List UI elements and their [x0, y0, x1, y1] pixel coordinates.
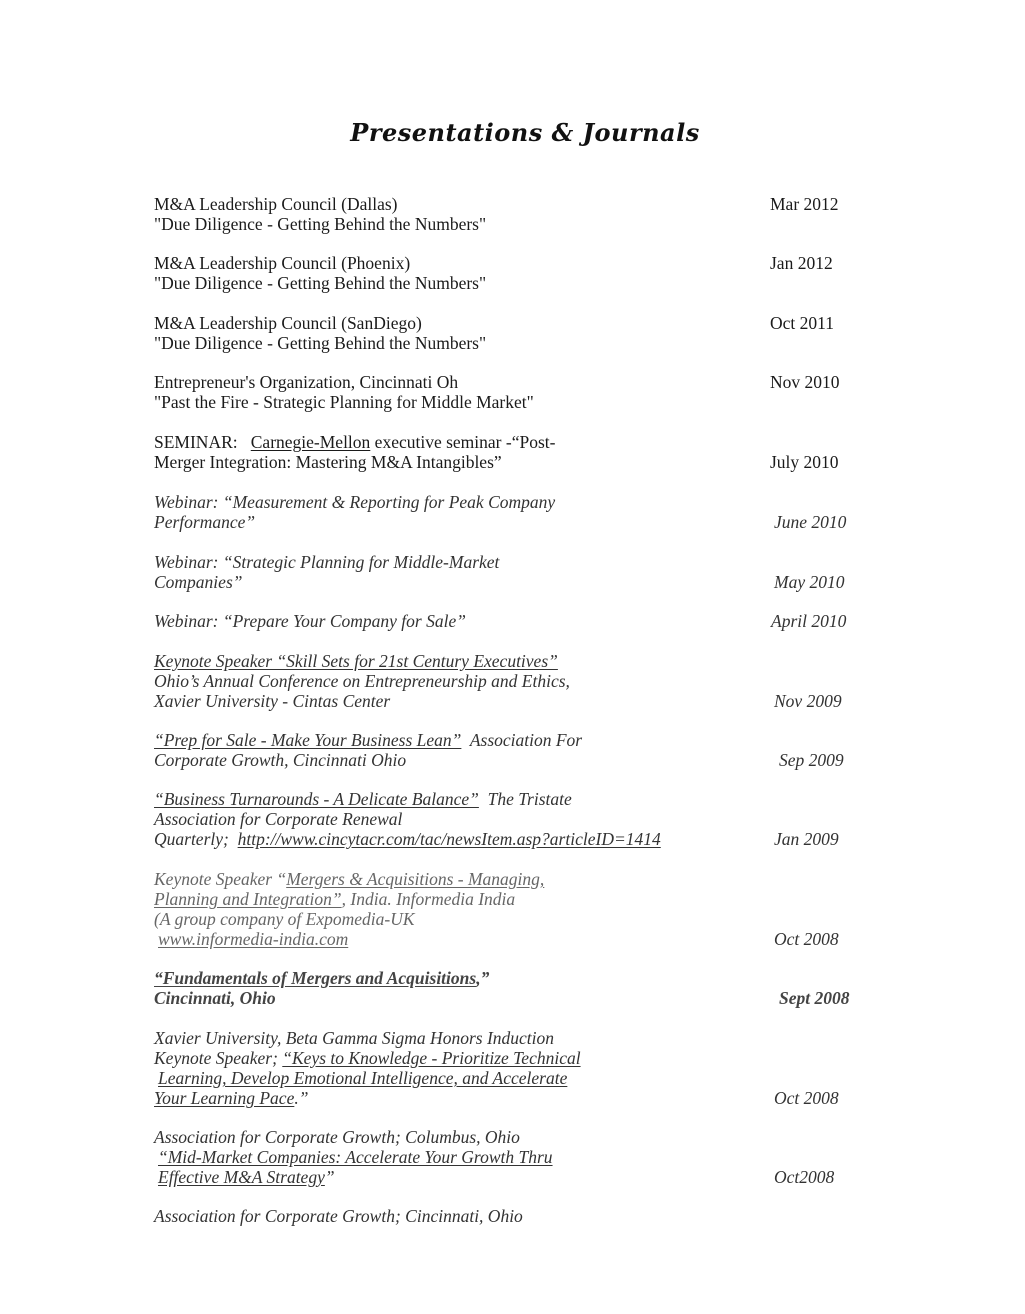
event-name: M&A Leadership Council (Dallas) — [154, 194, 398, 214]
talk-link[interactable]: “Mid-Market Companies: Accelerate Your Growth Thru — [158, 1147, 553, 1167]
entry-date: Sept 2008 — [779, 988, 850, 1008]
talk-link-cont[interactable]: Effective M&A Strategy — [158, 1167, 325, 1187]
seminar-label: SEMINAR: — [154, 432, 238, 452]
location: , India. Informedia India — [341, 889, 516, 909]
keynote-line — [154, 869, 544, 889]
keynote-link[interactable]: Mergers & Acquisitions - Managing, — [286, 869, 545, 889]
talk-title: "Due Diligence - Getting Behind the Numbers" — [154, 273, 487, 293]
venue: Xavier University - Cintas Center — [154, 691, 391, 711]
talk-line-3 — [158, 1167, 335, 1187]
talk-title: "Due Diligence - Getting Behind the Numbers" — [154, 214, 487, 234]
location: Cincinnati, Ohio — [154, 988, 276, 1008]
page-title: Presentations & Journals — [350, 118, 700, 147]
entry-date: Jan 2012 — [770, 253, 833, 273]
entry-date: Mar 2012 — [770, 194, 839, 214]
publisher: The Tristate — [487, 789, 572, 809]
entry-date: Oct 2008 — [774, 1088, 839, 1108]
webinar-title: Webinar: “Strategic Planning for Middle-Market — [154, 552, 500, 572]
publisher-cont: Association for Corporate Renewal — [154, 809, 403, 829]
quarterly-label: Quarterly; — [154, 829, 229, 849]
keynote-punct: .” — [294, 1088, 309, 1108]
event-name: M&A Leadership Council (SanDiego) — [154, 313, 422, 333]
organizer-note: (A group company of Expomedia-UK — [154, 909, 415, 929]
talk-title: "Due Diligence - Getting Behind the Numbers" — [154, 333, 487, 353]
keynote-link-cont[interactable]: Planning and Integration” — [154, 889, 342, 909]
talk-line — [154, 968, 489, 988]
webinar-title-cont: Companies” — [154, 572, 243, 592]
talk-punct: ,” — [476, 968, 490, 988]
event-name: M&A Leadership Council (Phoenix) — [154, 253, 411, 273]
event-name: Association for Corporate Growth; Columbus, Ohio — [154, 1127, 520, 1147]
article-link[interactable]: “Business Turnarounds - A Delicate Balance” — [154, 789, 479, 809]
keynote-line-2 — [154, 889, 515, 909]
keynote-link-end[interactable]: Your Learning Pace — [154, 1088, 295, 1108]
informedia-link[interactable]: www.informedia-india.com — [158, 929, 349, 949]
keynote-line-4 — [154, 1088, 308, 1108]
webinar-title: Webinar: “Measurement & Reporting for Peak Company — [154, 492, 556, 512]
entry-date: Nov 2010 — [770, 372, 840, 392]
entry-date: Oct 2008 — [774, 929, 839, 949]
seminar-text: executive seminar -“Post- — [374, 432, 556, 452]
keynote-link-cont[interactable]: Learning, Develop Emotional Intelligence, and Accelerate — [158, 1068, 568, 1088]
entry-date: Oct 2011 — [770, 313, 834, 333]
entry-date: April 2010 — [771, 611, 847, 631]
talk-line — [154, 730, 582, 750]
keynote-prefix: Keynote Speaker “ — [154, 869, 287, 889]
webinar-title: Webinar: “Prepare Your Company for Sale” — [154, 611, 466, 631]
entry-date: Oct2008 — [774, 1167, 835, 1187]
keynote-prefix: Keynote Speaker; — [154, 1048, 278, 1068]
entry-date: Nov 2009 — [774, 691, 842, 711]
url-line — [154, 829, 661, 849]
talk-link[interactable]: “Prep for Sale - Make Your Business Lean” — [154, 730, 462, 750]
talk-punct: ” — [324, 1167, 335, 1187]
talk-title: Merger Integration: Mastering M&A Intangibles” — [154, 452, 502, 472]
article-url-link[interactable]: http://www.cincytacr.com/tac/newsItem.asp?articleID=1414 — [237, 829, 661, 849]
entry-date: May 2010 — [774, 572, 845, 592]
entry-date: Sep 2009 — [779, 750, 844, 770]
talk-link[interactable]: “Fundamentals of Mergers and Acquisitions — [154, 968, 477, 988]
article-line — [154, 789, 572, 809]
webinar-title-cont: Performance” — [154, 512, 256, 532]
organization: Association For — [469, 730, 583, 750]
conference-name: Ohio’s Annual Conference on Entrepreneurship and Ethics, — [154, 671, 570, 691]
carnegie-mellon-link[interactable]: Carnegie-Mellon — [250, 432, 371, 452]
event-name: Entrepreneur's Organization, Cincinnati Oh — [154, 372, 459, 392]
talk-title: "Past the Fire - Strategic Planning for Middle Market" — [154, 392, 534, 412]
keynote-link[interactable]: “Keys to Knowledge - Prioritize Technical — [282, 1048, 581, 1068]
keynote-link[interactable]: Keynote Speaker “Skill Sets for 21st Century Executives” — [154, 651, 558, 671]
seminar-line — [154, 432, 555, 452]
entry-date: Jan 2009 — [774, 829, 839, 849]
organization-cont: Corporate Growth, Cincinnati Ohio — [154, 750, 407, 770]
keynote-line — [154, 1048, 581, 1068]
event-name: Xavier University, Beta Gamma Sigma Honors Induction — [154, 1028, 555, 1048]
event-name: Association for Corporate Growth; Cincinnati, Ohio — [154, 1206, 523, 1226]
entry-date: June 2010 — [774, 512, 847, 532]
entry-date: July 2010 — [770, 452, 839, 472]
